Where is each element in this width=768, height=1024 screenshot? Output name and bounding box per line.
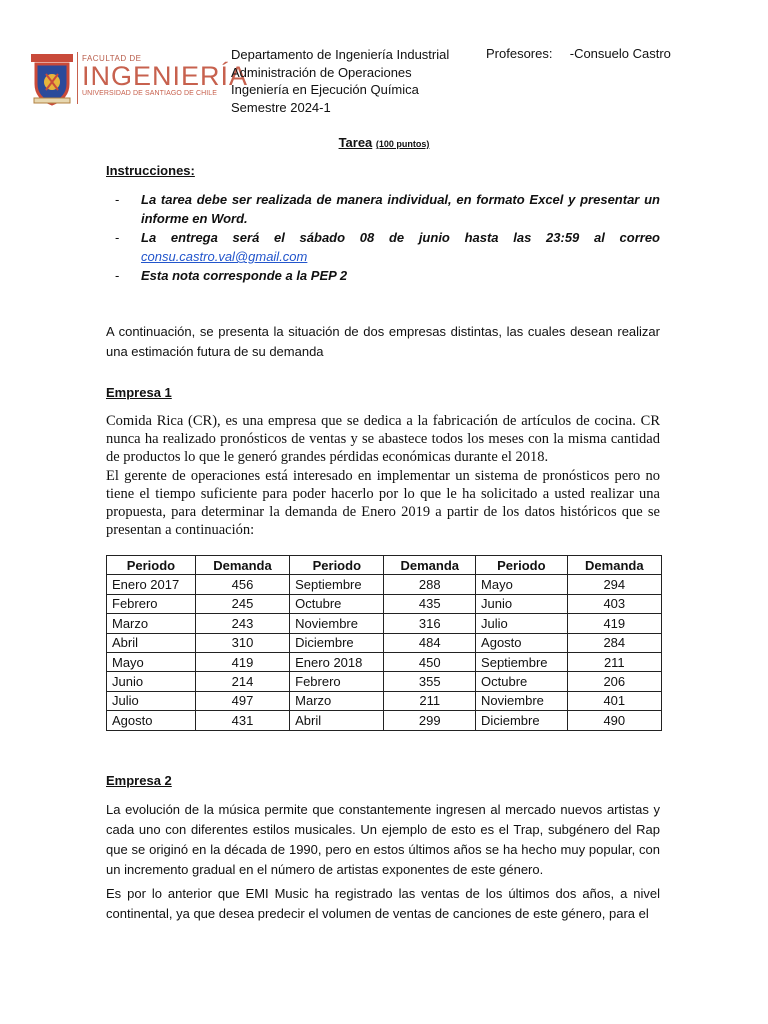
list-item [115,228,660,266]
period-cell: Febrero [107,594,196,613]
period-cell: Septiembre [290,575,384,594]
list-item [115,266,660,285]
email-link[interactable]: consu.castro.val@gmail.com [141,249,308,264]
period-cell: Julio [476,614,568,633]
empresa2-p1: La evolución de la música permite que constantemente ingresen al mercado nuevos artistas y cada uno con diferentes estilos musicales. Un ejemplo de esto es el Trap, subgénero del Rap que se originó en la década de 1990, pero en estos últimos años se ha hecho muy popular, con un incremento gradual en el número de artistas exponentes de este género. [106,802,660,877]
period-cell: Junio [107,672,196,691]
demand-cell: 419 [195,652,289,671]
demand-cell: 245 [195,594,289,613]
demand-cell: 490 [567,711,661,730]
column-header: Periodo [476,556,568,575]
period-cell: Marzo [290,691,384,710]
faculty-logo [30,50,249,108]
instruction-text: Esta nota corresponde a la PEP 2 [141,268,348,283]
demand-cell: 294 [567,575,661,594]
period-cell: Agosto [476,633,568,652]
professors [486,46,671,61]
header-line: Semestre 2024-1 [231,99,331,115]
logo-text [82,54,248,97]
period-cell: Septiembre [476,652,568,671]
demand-cell: 243 [195,614,289,633]
instructions-heading: Instrucciones: [106,163,195,178]
demand-cell: 435 [384,594,476,613]
period-cell: Junio [476,594,568,613]
period-cell: Febrero [290,672,384,691]
period-cell: Mayo [107,652,196,671]
list-item [115,190,660,228]
demand-cell: 310 [195,633,289,652]
demand-cell: 450 [384,652,476,671]
table-row [107,711,662,730]
demand-table [106,555,662,731]
logo-university-text: UNIVERSIDAD DE SANTIAGO DE CHILE [82,90,218,97]
table-row [107,691,662,710]
demand-cell: 206 [567,672,661,691]
table-header-row [107,556,662,575]
column-header: Demanda [195,556,289,575]
period-cell: Enero 2018 [290,652,384,671]
table-body [107,575,662,730]
demand-cell: 497 [195,691,289,710]
demand-cell: 211 [384,691,476,710]
logo-small-text: FACULTAD DE [82,54,142,63]
period-cell: Diciembre [476,711,568,730]
instruction-text: La tarea debe ser realizada de manera individual, en formato Excel y presentar un informe en Word. [141,192,660,226]
professor-name: -Consuelo Castro [569,46,671,61]
table-row [107,652,662,671]
column-header: Periodo [107,556,196,575]
header-line: Ingeniería en Ejecución Química [231,82,419,97]
demand-cell: 316 [384,614,476,633]
empresa2-heading: Empresa 2 [106,773,172,788]
demand-cell: 211 [567,652,661,671]
bullet-dash: - [115,230,120,245]
period-cell: Abril [107,633,196,652]
period-cell: Noviembre [476,691,568,710]
empresa1-heading: Empresa 1 [106,385,172,400]
header-info [231,46,449,116]
title-points: (100 puntos) [375,139,430,149]
demand-cell: 299 [384,711,476,730]
period-cell: Agosto [107,711,196,730]
university-crest-icon [30,52,74,106]
table-row [107,672,662,691]
title-main: Tarea [338,135,373,150]
professors-label: Profesores: [486,46,553,61]
period-cell: Abril [290,711,384,730]
demand-cell: 484 [384,633,476,652]
demand-cell: 401 [567,691,661,710]
logo-divider [77,52,78,104]
bullet-dash: - [115,268,120,283]
period-cell: Marzo [107,614,196,633]
empresa1-p2: El gerente de operaciones está interesado en implementar un sistema de pronósticos pero no tiene el tiempo suficiente para poder hacerlo por lo que le ha solicitado a usted realizar una propuesta, para determinar la demanda de Enero 2019 a partir de los datos históricos que se presentan a continuación: [106,467,660,539]
demand-cell: 288 [384,575,476,594]
period-cell: Octubre [476,672,568,691]
demand-cell: 355 [384,672,476,691]
header-line: Departamento de Ingeniería Industrial [231,47,450,62]
column-header: Demanda [384,556,476,575]
column-header: Demanda [567,556,661,575]
logo-big-text: INGENIERÍA [82,61,249,91]
table-row [107,594,662,613]
demand-cell: 284 [567,633,661,652]
empresa1-p1: Comida Rica (CR), es una empresa que se dedica a la fabricación de artículos de cocina. CR nunca ha realizado pronósticos de ventas y se abastece todos los meses con la misma cantidad de productos lo que le generó grandes pérdidas económicas durante el 2018. [106,413,660,466]
intro-paragraph: A continuación, se presenta la situación de dos empresas distintas, las cuales desean realizar una estimación futura de su demanda [106,324,660,359]
demand-cell: 403 [567,594,661,613]
demand-cell: 214 [195,672,289,691]
instruction-text: La entrega será el sábado 08 de junio hasta las 23:59 al correo [141,230,660,245]
table-row [107,575,662,594]
empresa2-p2: Es por lo anterior que EMI Music ha registrado las ventas de los últimos dos años, a nivel continental, ya que desea predecir el volumen de ventas de canciones de este género, para el [106,886,660,921]
demand-cell: 431 [195,711,289,730]
column-header: Periodo [290,556,384,575]
demand-cell: 419 [567,614,661,633]
period-cell: Noviembre [290,614,384,633]
period-cell: Octubre [290,594,384,613]
table-row [107,614,662,633]
period-cell: Diciembre [290,633,384,652]
header-line: Administración de Operaciones [231,64,412,80]
bullet-dash: - [115,192,120,207]
instructions-list [115,190,660,285]
period-cell: Mayo [476,575,568,594]
empresa1-paragraph [106,412,660,539]
table-row [107,633,662,652]
period-cell: Enero 2017 [107,575,196,594]
demand-cell: 456 [195,575,289,594]
period-cell: Julio [107,691,196,710]
page-title [0,135,768,150]
